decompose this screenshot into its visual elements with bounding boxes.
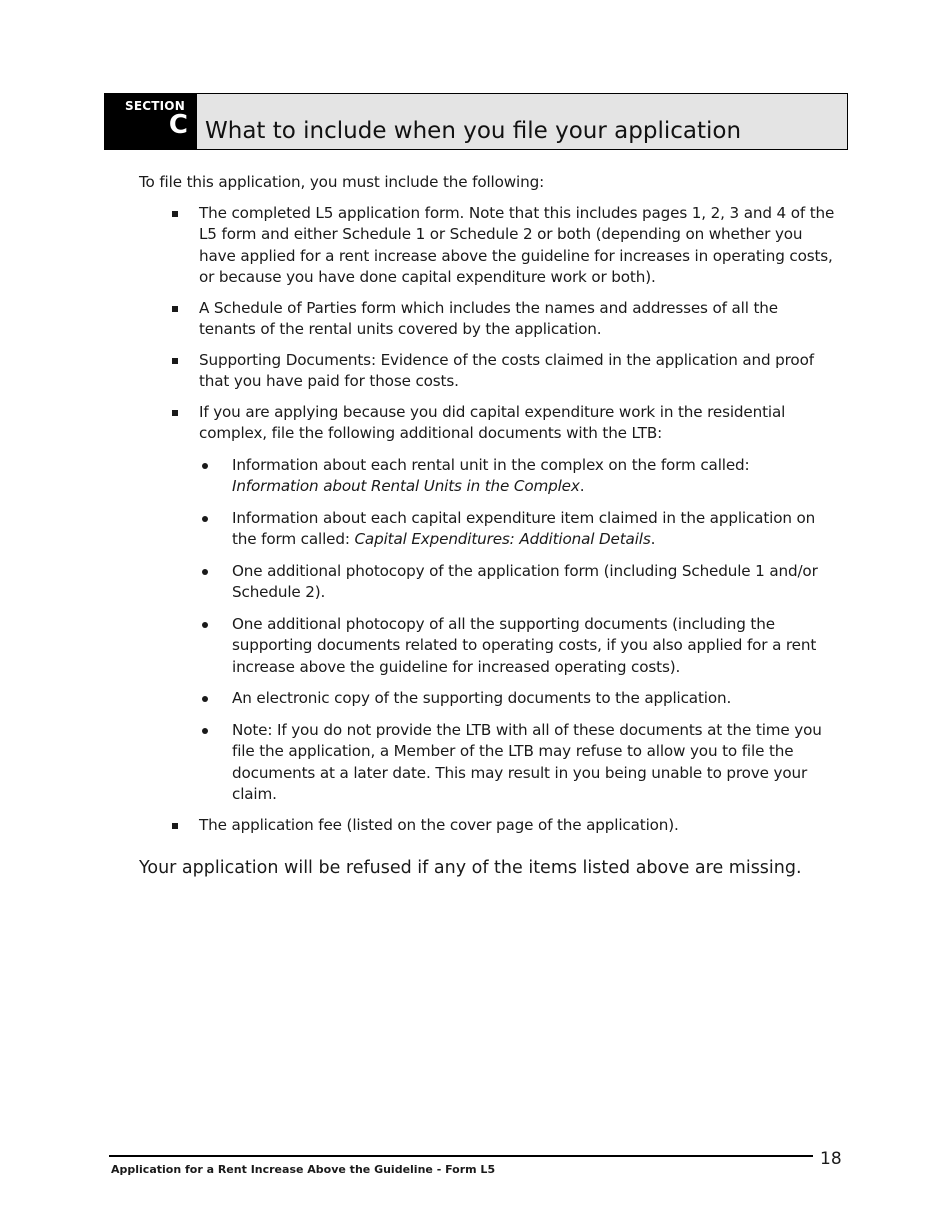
capex-text: Information about each capital expenditure item claimed in the application on the form called: <box>232 508 816 548</box>
list-item-application-fee: The application fee (listed on the cover page of the application). <box>199 815 839 837</box>
sub-item-rental-units <box>232 455 839 498</box>
intro-text: To file this application, you must include the following: <box>139 173 545 191</box>
requirements-list <box>139 203 839 837</box>
closing-statement: Your application will be refused if any of the items listed above are missing. <box>139 858 802 878</box>
capex-suffix: . <box>650 530 656 548</box>
capital-expenditure-sublist <box>199 455 839 806</box>
section-title: What to include when you file your application <box>205 118 742 144</box>
section-title-box <box>197 94 847 149</box>
section-content <box>139 172 839 897</box>
rental-units-form-name: Information about Rental Units in the Complex <box>232 477 580 495</box>
section-tab <box>105 94 197 149</box>
sub-item-note: Note: If you do not provide the LTB with all of these documents at the time you file the application, a Member of the LTB may refuse to allow you to file the documents at a later date. This may result in you being unable to prove your claim. <box>232 720 839 806</box>
list-item-capital-expenditure <box>199 402 839 806</box>
capex-form-name: Capital Expenditures: Additional Details <box>354 530 651 548</box>
list-item-supporting-documents: Supporting Documents: Evidence of the costs claimed in the application and proof that you have paid for those costs. <box>199 350 839 393</box>
section-letter: C <box>168 110 188 140</box>
footer-divider <box>109 1155 813 1157</box>
sub-item-capex-details <box>232 508 839 551</box>
section-label: SECTION <box>125 99 185 113</box>
rental-units-text: Information about each rental unit in the complex on the form called: <box>232 455 750 474</box>
list-item-application-form: The completed L5 application form. Note that this includes pages 1, 2, 3 and 4 of the L5 form and either Schedule 1 or Schedule 2 or both (depending on whether you have applied for a rent increase above the guideline for increases in operating costs, or because you have done capital expenditure work or both). <box>199 203 839 289</box>
sub-item-electronic-copy: An electronic copy of the supporting documents to the application. <box>232 688 839 710</box>
sub-item-photocopy-documents: One additional photocopy of all the supporting documents (including the supporting documents related to operating costs, if you also applied for a rent increase above the guideline for increased operating costs). <box>232 614 839 679</box>
page-number: 18 <box>820 1149 842 1169</box>
footer-form-title: Application for a Rent Increase Above the Guideline - Form L5 <box>111 1163 496 1176</box>
capital-expenditure-text: If you are applying because you did capital expenditure work in the residential complex, file the following additional documents with the LTB: <box>199 402 786 442</box>
list-item-schedule-of-parties: A Schedule of Parties form which includes the names and addresses of all the tenants of the rental units covered by the application. <box>199 298 839 341</box>
section-header <box>104 93 848 150</box>
sub-item-photocopy-form: One additional photocopy of the application form (including Schedule 1 and/or Schedule 2). <box>232 561 839 604</box>
rental-units-suffix: . <box>579 477 585 495</box>
